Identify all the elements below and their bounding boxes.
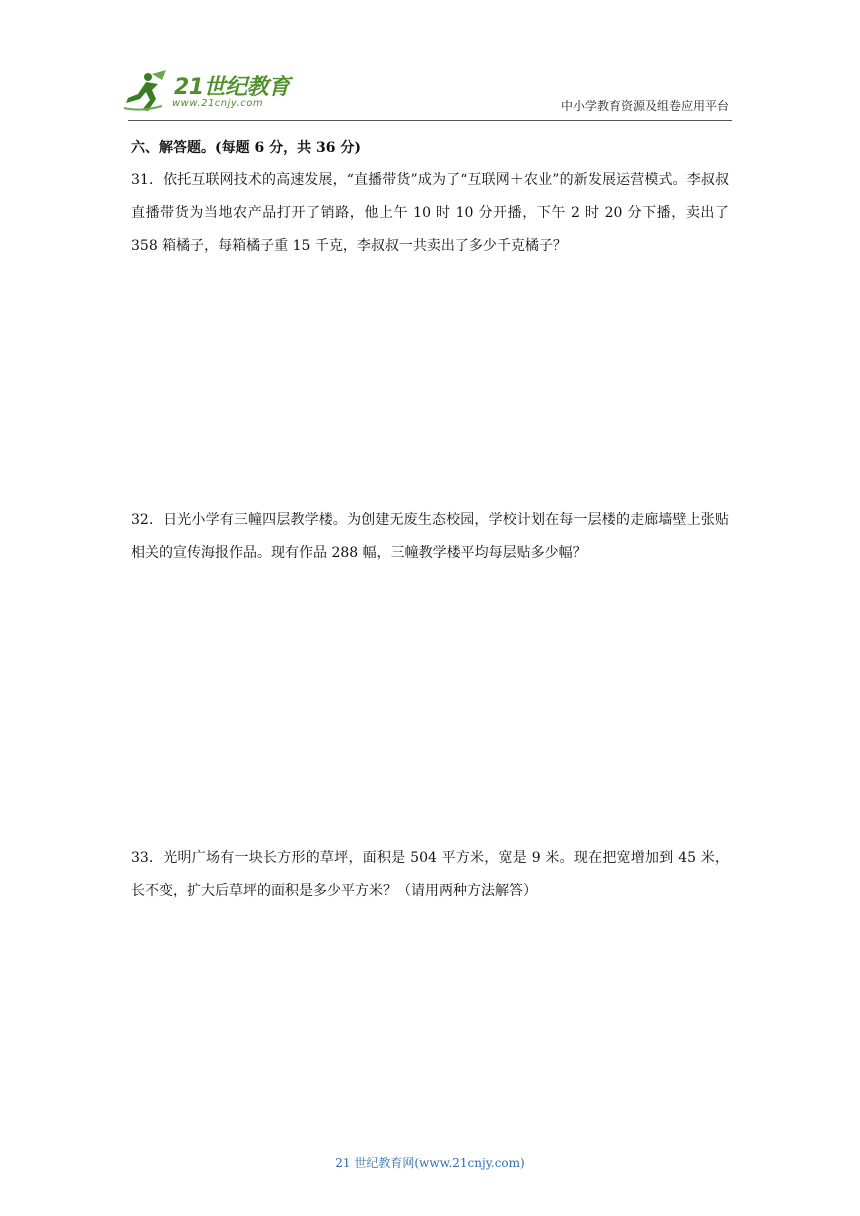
site-logo[interactable]: [122, 68, 292, 118]
page-footer[interactable]: 21 世纪教育网(www.21cnjy.com): [335, 1156, 525, 1170]
logo-url: www.21cnjy.com: [172, 98, 264, 109]
logo-text: 21世纪教育: [174, 75, 290, 100]
header-divider: [128, 120, 732, 121]
platform-name: 中小学教育资源及组卷应用平台: [560, 99, 729, 113]
page-header: [0, 0, 860, 125]
question-31: 31．依托互联网技术的高速发展，“直播带货”成为了“互联网＋农业”的新发展运营模式。李叔叔直播带货为当地农产品打开了销路，他上午 10 时 10 分开播，下午 2 时 20 分下播，卖出了 358 箱橘子，每箱橘子重 15 千克，李叔叔一共卖出了多少千克橘子？: [131, 172, 729, 254]
section-title: 六、解答题。(每题 6 分，共 36 分): [131, 140, 361, 156]
question-32: 32．日光小学有三幢四层教学楼。为创建无废生态校园，学校计划在每一层楼的走廊墙壁上张贴相关的宣传海报作品。现有作品 288 幅，三幢教学楼平均每层贴多少幅？: [131, 512, 729, 561]
question-33: 33．光明广场有一块长方形的草坪，面积是 504 平方米，宽是 9 米。现在把宽增加到 45 米，长不变，扩大后草坪的面积是多少平方米？（请用两种方法解答）: [131, 850, 729, 899]
running-figure-icon: [122, 68, 172, 114]
